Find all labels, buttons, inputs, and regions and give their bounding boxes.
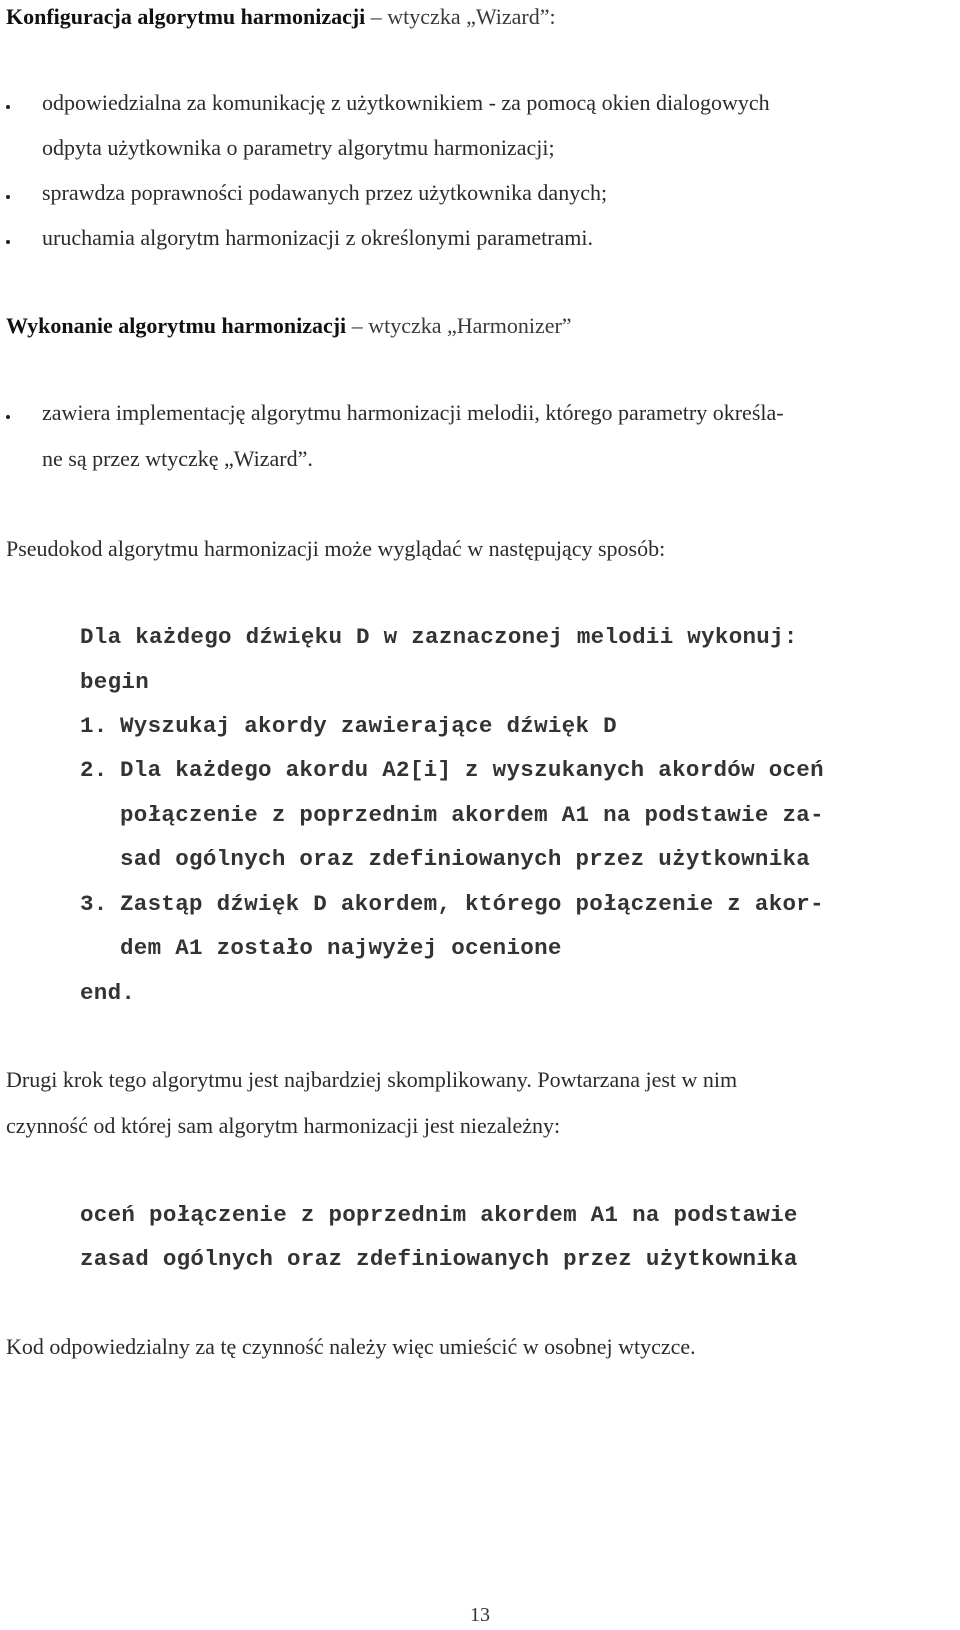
section-heading-configuration bbox=[6, 4, 556, 30]
code-step-number: 2. bbox=[80, 757, 108, 783]
code-line: połączenie z poprzednim akordem A1 na podstawie za- bbox=[120, 802, 824, 828]
code-step-number: 3. bbox=[80, 891, 108, 917]
bullet-icon bbox=[6, 415, 10, 419]
heading-plugin-text: – wtyczka „Harmonizer” bbox=[346, 313, 572, 338]
code-line: Dla każdego dźwięku D w zaznaczonej melodii wykonuj: bbox=[80, 624, 798, 650]
paragraph-line: czynność od której sam algorytm harmonizacji jest niezależny: bbox=[6, 1113, 561, 1138]
list-item: sprawdza poprawności podawanych przez użytkownika danych; bbox=[42, 180, 608, 205]
list-item: odpowiedzialna za komunikację z użytkownikiem - za pomocą okien dialogowych bbox=[42, 90, 770, 115]
page-number: 13 bbox=[470, 1604, 490, 1626]
closing-sentence: Kod odpowiedzialny za tę czynność należy więc umieścić w osobnej wtyczce. bbox=[6, 1334, 696, 1359]
bullet-icon bbox=[6, 240, 10, 244]
heading-bold-text: Wykonanie algorytmu harmonizacji bbox=[6, 313, 347, 338]
bullet-icon bbox=[6, 105, 10, 109]
heading-bold-text: Konfiguracja algorytmu harmonizacji bbox=[6, 4, 366, 29]
bullet-icon bbox=[6, 195, 10, 199]
code-line: dem A1 zostało najwyżej ocenione bbox=[120, 935, 562, 961]
code-line: end. bbox=[80, 980, 136, 1006]
heading-plugin-text: – wtyczka „Wizard”: bbox=[365, 4, 556, 29]
code-line: Dla każdego akordu A2[i] z wyszukanych akordów oceń bbox=[120, 757, 824, 783]
paragraph-line: Drugi krok tego algorytmu jest najbardziej skomplikowany. Powtarzana jest w nim bbox=[6, 1067, 738, 1092]
code-line: begin bbox=[80, 669, 150, 695]
list-item-continuation: ne są przez wtyczkę „Wizard”. bbox=[42, 446, 313, 471]
section-heading-execution bbox=[6, 313, 572, 339]
list-item: zawiera implementację algorytmu harmonizacji melodii, którego parametry określa- bbox=[42, 400, 784, 425]
code-line: sad ogólnych oraz zdefiniowanych przez użytkownika bbox=[120, 846, 811, 872]
pseudocode-intro: Pseudokod algorytmu harmonizacji może wyglądać w następujący sposób: bbox=[6, 536, 666, 561]
code-line: oceń połączenie z poprzednim akordem A1 na podstawie bbox=[80, 1202, 798, 1228]
list-item-continuation: odpyta użytkownika o parametry algorytmu harmonizacji; bbox=[42, 135, 555, 160]
list-item: uruchamia algorytm harmonizacji z określonymi parametrami. bbox=[42, 225, 594, 250]
code-line: Wyszukaj akordy zawierające dźwięk D bbox=[120, 713, 617, 739]
code-line: Zastąp dźwięk D akordem, którego połączenie z akor- bbox=[120, 891, 824, 917]
code-step-number: 1. bbox=[80, 713, 108, 739]
code-line: zasad ogólnych oraz zdefiniowanych przez użytkownika bbox=[80, 1246, 798, 1272]
